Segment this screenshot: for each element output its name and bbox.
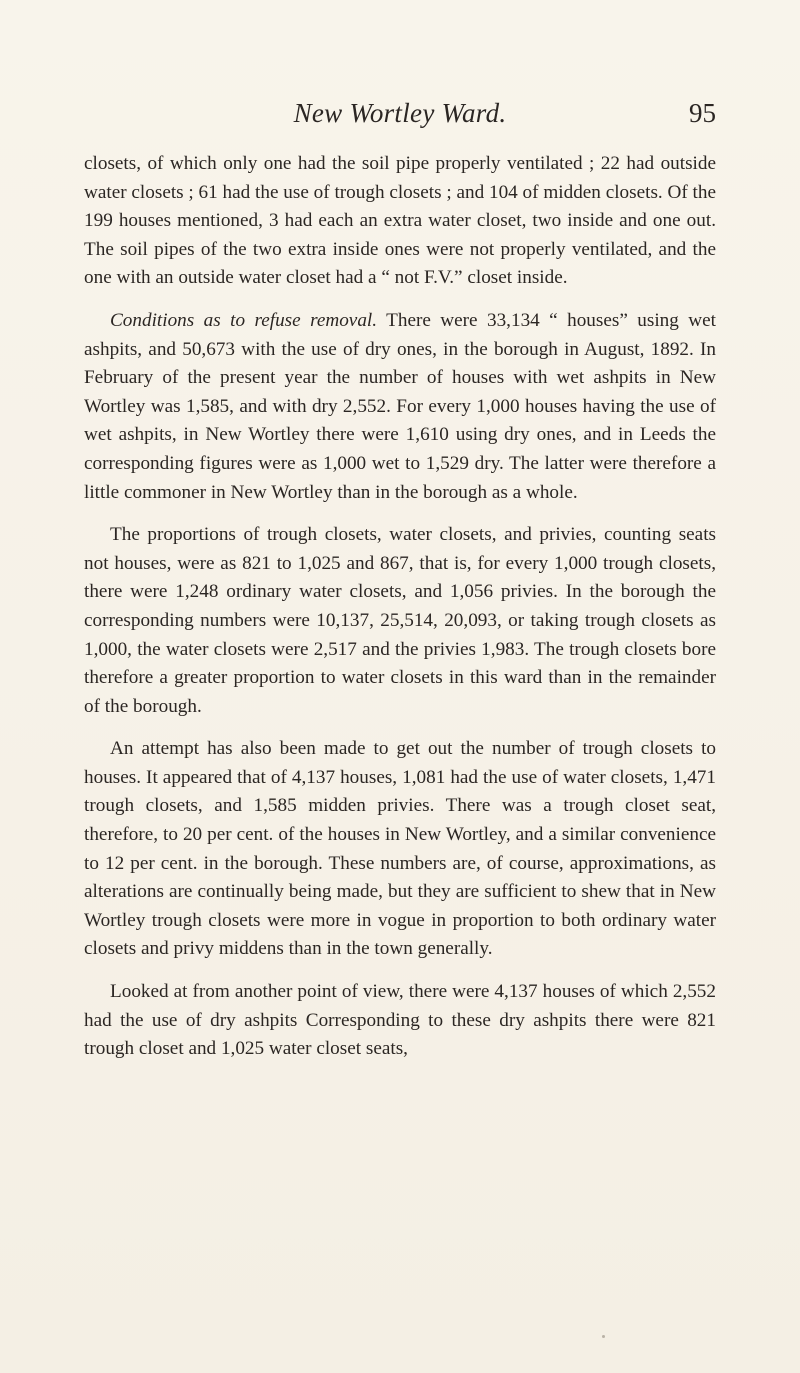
paragraph-4-text: An attempt has also been made to get out the number of trough closets to houses. It appeared that of 4,137 houses, 1,081 had the use of water closets, 1,471 trough closets, and 1,585 midden privies. There was a trough closet seat, therefore, to 20 per cent. of the houses in New Wortley, and a similar convenience to 12 per cent. in the borough. These numbers are, of course, approximations, as alterations are continually being made, but they are sufficient to shew that in New Wortley trough closets were more in vogue in proportion to both ordinary water closets and privy middens than in the town generally. <box>84 738 716 960</box>
paragraph-3-text: The proportions of trough closets, water closets, and privies, counting seats not houses, were as 821 to 1,025 and 867, that is, for every 1,000 trough closets, there were 1,248 ordinary water closets, and 1,056 privies. In the borough the corresponding numbers were 10,137, 25,514, 20,093, or taking trough closets as 1,000, the water closets were 2,517 and the privies 1,983. The trough closets bore therefore a greater proportion to water closets in this ward than in the remainder of the borough. <box>84 524 716 717</box>
running-title: New Wortley Ward. <box>293 98 507 128</box>
paragraph-4 <box>84 735 716 964</box>
body-text <box>84 150 716 1078</box>
paragraph-2 <box>84 307 716 507</box>
page-number: 95 <box>689 98 716 128</box>
paragraph-1 <box>84 150 716 293</box>
section-subhead: Conditions as to refuse removal. <box>110 309 378 331</box>
paragraph-2-text: There were 33,134 “ houses” using wet ashpits, and 50,673 with the use of dry ones, in the borough in August, 1892. In February of the present year the number of houses with wet ashpits in New Wortley was 1,585, and with dry 2,552. For every 1,000 houses having the use of wet ashpits, in New Wortley there were 1,610 using dry ones, and in Leeds the corresponding figures were as 1,000 wet to 1,529 dry. The latter were therefore a little commoner in New Wortley than in the borough as a whole. <box>84 309 716 503</box>
paragraph-5-text: Looked at from another point of view, there were 4,137 houses of which 2,552 had the use of dry ashpits Corresponding to these dry ashpits there were 821 trough closet and 1,025 water closet seats, <box>84 981 716 1060</box>
paragraph-3 <box>84 521 716 721</box>
paper-speck <box>602 1335 605 1338</box>
paragraph-5 <box>84 978 716 1064</box>
page-header <box>84 98 716 138</box>
paragraph-1-text: closets, of which only one had the soil pipe properly ventilated ; 22 had outside water closets ; 61 had the use of trough closets ; and 104 of midden closets. Of the 199 houses mentioned, 3 had each an extra water closet, two inside and one out. The soil pipes of the two extra inside ones were not properly ventilated, and the one with an outside water closet had a “ not F.V.” closet inside. <box>84 153 716 289</box>
